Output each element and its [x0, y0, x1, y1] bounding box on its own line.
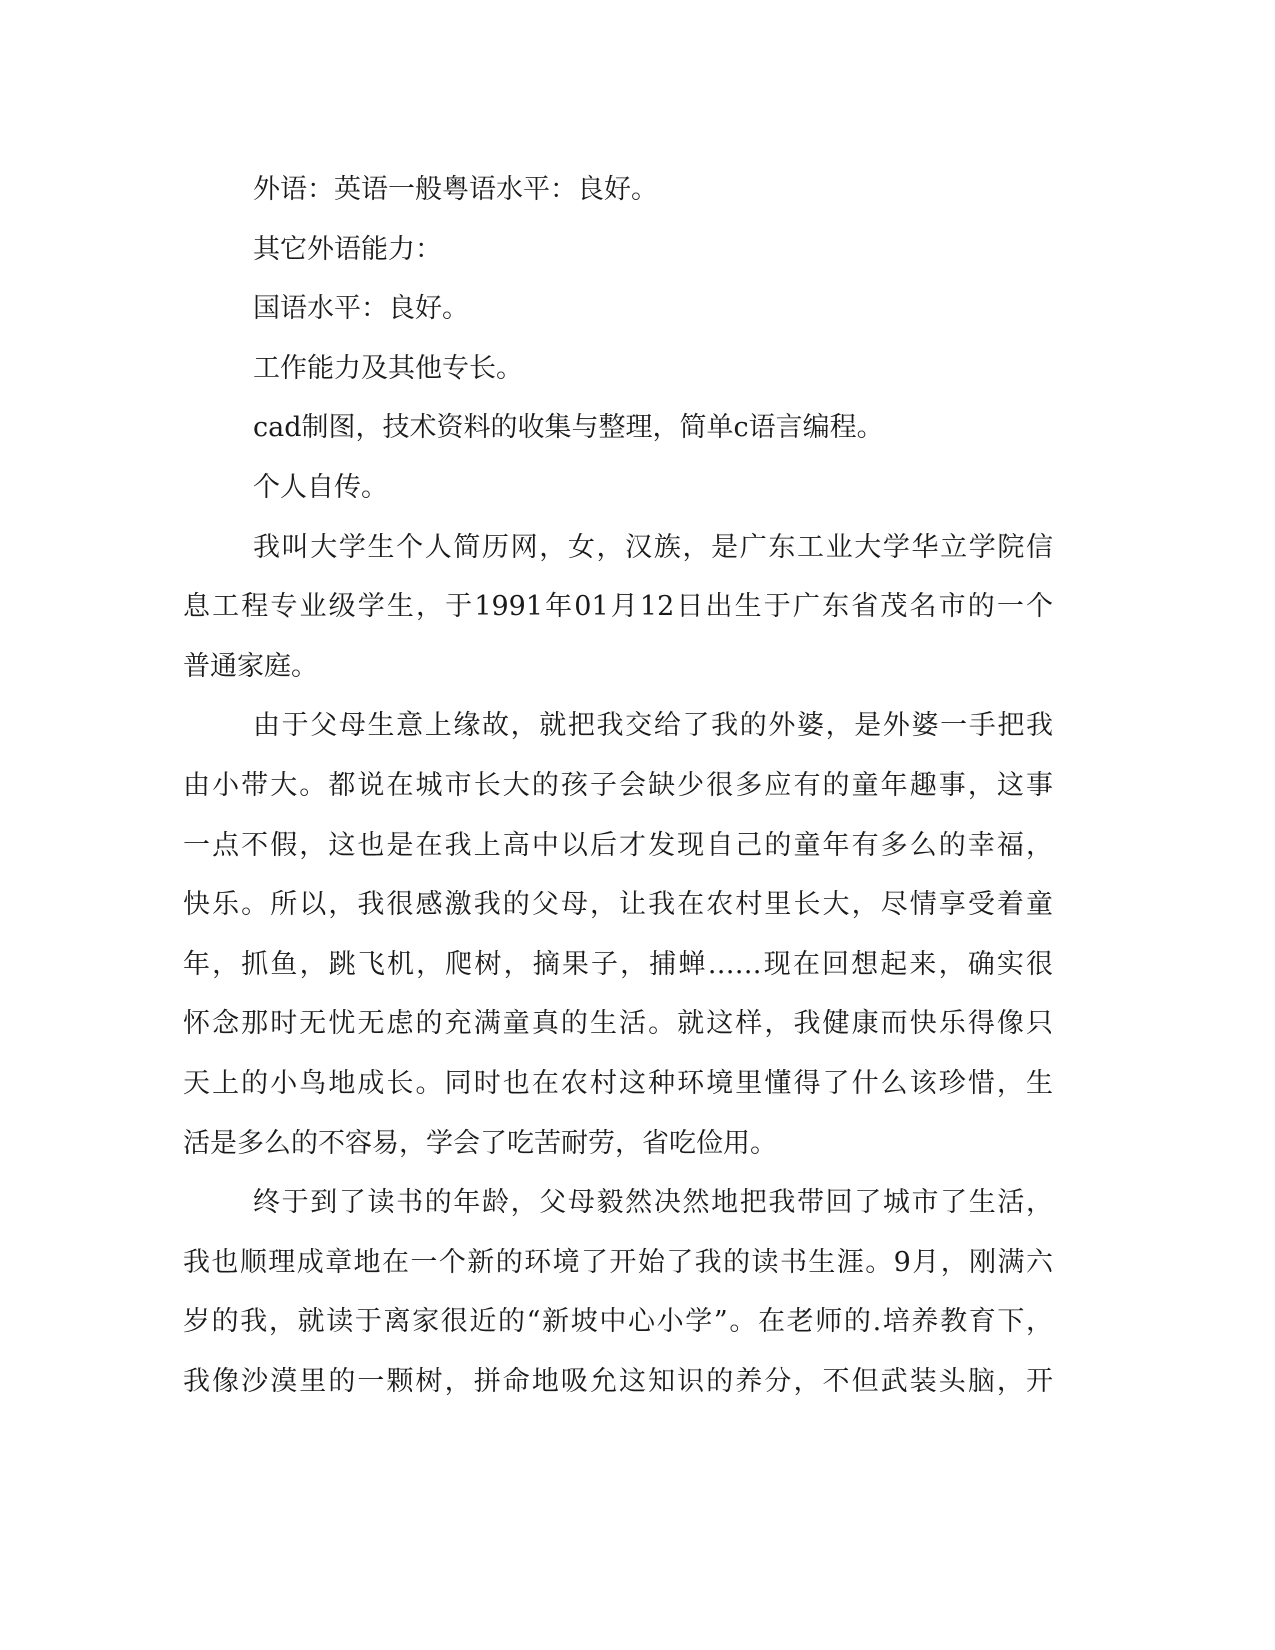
text-line: 年，抓鱼，跳飞机，爬树，摘果子，捕蝉……现在回想起来，确实很	[183, 948, 1053, 980]
text-line: 息工程专业级学生，于1991年01月12日出生于广东省茂名市的一个	[183, 591, 1053, 623]
text-line: cad制图，技术资料的收集与整理，简单c语言编程。	[253, 412, 884, 444]
text-line: 终于到了读书的年龄，父母毅然决然地把我带回了城市了生活，	[253, 1187, 1053, 1219]
text-line: 外语：英语一般粤语水平：良好。	[253, 174, 658, 205]
text-line: 天上的小鸟地成长。同时也在农村这种环境里懂得了什么该珍惜，生	[183, 1067, 1053, 1099]
text-line: 我叫大学生个人简历网，女，汉族，是广东工业大学华立学院信	[253, 531, 1053, 563]
text-line: 我像沙漠里的一颗树，拼命地吸允这知识的养分，不但武装头脑，开	[183, 1365, 1053, 1397]
text-line: 由于父母生意上缘故，就把我交给了我的外婆，是外婆一手把我	[253, 710, 1053, 742]
text-line: 由小带大。都说在城市长大的孩子会缺少很多应有的童年趣事，这事	[183, 769, 1053, 801]
text-line: 我也顺理成章地在一个新的环境了开始了我的读书生涯。9月，刚满六	[183, 1246, 1053, 1278]
text-line: 快乐。所以，我很感激我的父母，让我在农村里长大，尽情享受着童	[183, 889, 1053, 921]
text-line: 活是多么的不容易，学会了吃苦耐劳，省吃俭用。	[183, 1127, 777, 1159]
text-line: 国语水平：良好。	[253, 293, 469, 325]
text-line: 一点不假，这也是在我上高中以后才发现自己的童年有多么的幸福，	[183, 829, 1053, 861]
text-line: 个人自传。	[253, 471, 388, 503]
text-line: 怀念那时无忧无虑的充满童真的生活。就这样，我健康而快乐得像只	[183, 1008, 1053, 1040]
document-body	[183, 160, 1053, 1411]
text-line: 其它外语能力：	[253, 233, 442, 265]
text-line: 岁的我，就读于离家很近的“新坡中心小学”。在老师的.培养教育下，	[183, 1306, 1053, 1338]
text-line: 工作能力及其他专长。	[253, 352, 523, 384]
text-line: 普通家庭。	[183, 650, 318, 682]
